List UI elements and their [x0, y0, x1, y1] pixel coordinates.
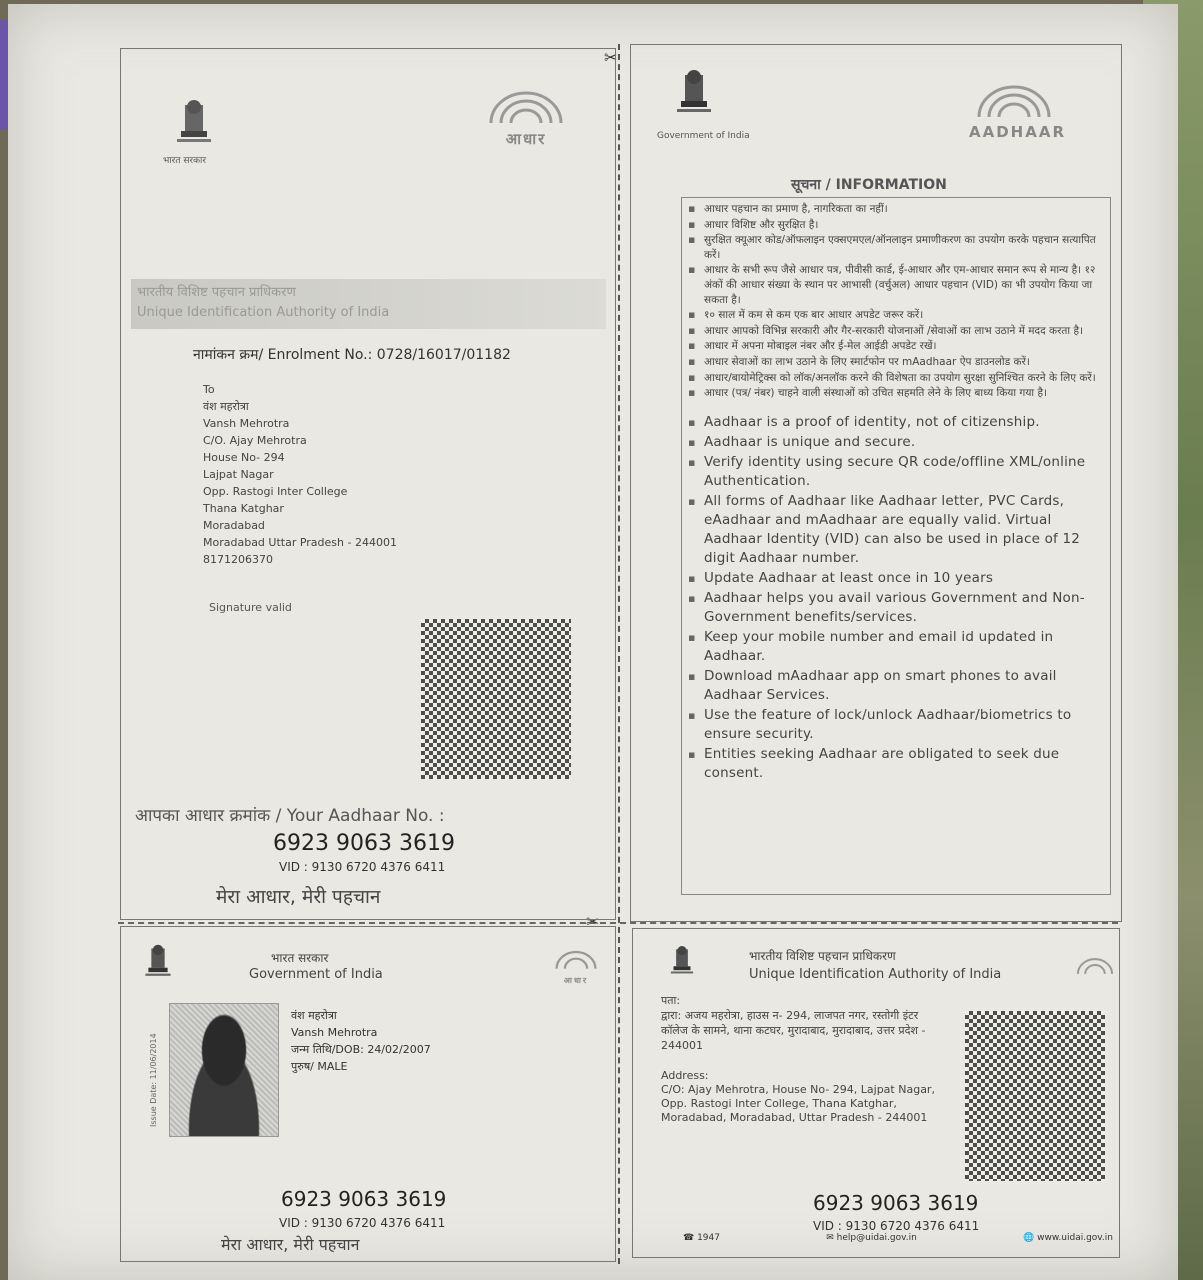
tagline: मेरा आधार, मेरी पहचान — [216, 886, 381, 908]
holder-photo — [169, 1003, 279, 1137]
info-point: ▪ आधार/बायोमेट्रिक्स को लॉक/अनलॉक करने की विशेषता का उपयोग सुरक्षा सुनिश्चित करने के लिए करें। — [688, 371, 1104, 386]
phone-icon: ☎ 1947 — [683, 1233, 720, 1243]
aadhaar-number: 6923 9063 3619 — [813, 1191, 979, 1215]
hindi-info-list — [688, 202, 1104, 401]
gov-english: Government of India — [249, 967, 383, 982]
info-point: ▪ Aadhaar is a proof of identity, not of citizenship. — [688, 413, 1104, 432]
information-panel — [630, 44, 1122, 922]
national-emblem-icon — [671, 69, 717, 123]
footer-email: help@uidai.gov.in — [836, 1233, 917, 1243]
address-english — [661, 1069, 951, 1125]
national-emblem-icon — [667, 943, 697, 983]
info-point: ▪ आधार पहचान का प्रमाण है, नागरिकता का नहीं। — [688, 202, 1104, 217]
vertical-cut-line — [618, 44, 620, 1264]
contact-footer — [683, 1233, 1113, 1243]
info-point: ▪ All forms of Aadhaar like Aadhaar letter, PVC Cards, eAadhaar and mAadhaar are equally valid. Virtual Aadhaar Identity (VID) can also be used in place of 12 digit Aadhaar number. — [688, 492, 1104, 568]
address-line: Thana Katghar — [203, 502, 284, 515]
qr-code — [965, 1011, 1105, 1181]
gov-caption: Government of India — [657, 131, 750, 141]
letter-front-panel — [120, 48, 616, 920]
aadhaar-logo-text: आधार — [563, 975, 589, 985]
info-point: ▪ Aadhaar is unique and secure. — [688, 433, 1104, 452]
address-line: To — [203, 383, 215, 396]
enrolment-number: नामांकन क्रम/ Enrolment No.: 0728/16017/01182 — [193, 347, 511, 363]
web-icon: 🌐 www.uidai.gov.in — [1023, 1233, 1113, 1243]
address-english-text: C/O: Ajay Mehrotra, House No- 294, Lajpat Nagar, Opp. Rastogi Inter College, Thana Katghar, Moradabad, Moradabad, Uttar Pradesh - 244001 — [661, 1083, 935, 1124]
address-line: वंश महरोत्रा — [203, 400, 249, 413]
authority-english: Unique Identification Authority of India — [749, 967, 1002, 982]
info-point: ▪ सुरक्षित क्यूआर कोड/ऑफलाइन एक्सएमएल/ऑनलाइन प्रमाणीकरण का उपयोग करके पहचान सत्यापित करें। — [688, 233, 1104, 262]
vid-number: VID : 9130 6720 4376 6411 — [279, 1216, 446, 1230]
address-line: Opp. Rastogi Inter College — [203, 485, 348, 498]
info-point: ▪ Entities seeking Aadhaar are obligated to seek due consent. — [688, 745, 1104, 783]
national-emblem-icon — [171, 99, 217, 153]
info-point: ▪ Download mAadhaar app on smart phones to avail Aadhaar Services. — [688, 667, 1104, 705]
aadhaar-logo-icon — [551, 949, 601, 985]
scissor-icon: ✂ — [586, 912, 600, 931]
holder-dob: जन्म तिथि/DOB: 24/02/2007 — [291, 1043, 431, 1056]
vid-number: VID : 9130 6720 4376 6411 — [279, 860, 446, 874]
address-hindi-text: द्वारा: अजय महरोत्रा, हाउस न- 294, लाजपत नगर, रस्तोगी इंटर कॉलेज के सामने, थाना कटघर, मुरादाबाद, मुरादाबाद, उत्तर प्रदेश - 244001 — [661, 1009, 926, 1052]
vid-number: VID : 9130 6720 4376 6411 — [813, 1219, 980, 1233]
footer-web: www.uidai.gov.in — [1037, 1233, 1113, 1243]
banner-hindi: भारतीय विशिष्ट पहचान प्राधिकरण — [137, 285, 296, 300]
address-line: Moradabad Uttar Pradesh - 244001 — [203, 536, 397, 549]
qr-code — [421, 619, 571, 779]
holder-name: Vansh Mehrotra — [291, 1026, 378, 1039]
address-line: Vansh Mehrotra — [203, 417, 290, 430]
authority-hindi: भारतीय विशिष्ट पहचान प्राधिकरण — [749, 949, 896, 963]
card-front — [120, 926, 616, 1262]
info-point: ▪ आधार विशिष्ट और सुरक्षित है। — [688, 218, 1104, 233]
info-point: ▪ १० साल में कम से कम एक बार आधार अपडेट जरूर करें। — [688, 308, 1104, 323]
your-aadhaar-label: आपका आधार क्रमांक / Your Aadhaar No. : — [135, 806, 445, 826]
info-point: ▪ आधार (पत्र/ नंबर) चाहने वाली संस्थाओं को उचित सहमति लेने के लिए बाध्य किया गया है। — [688, 386, 1104, 401]
english-info-list — [688, 413, 1104, 783]
info-point: ▪ Update Aadhaar at least once in 10 years — [688, 569, 1104, 588]
address-hindi — [661, 993, 941, 1053]
aadhaar-logo-icon — [1073, 957, 1117, 987]
address-line: Moradabad — [203, 519, 265, 532]
address-line: 8171206370 — [203, 553, 273, 566]
holder-name-hindi: वंश महरोत्रा — [291, 1009, 337, 1022]
national-emblem-icon — [141, 943, 175, 985]
holder-gender: पुरुष/ MALE — [291, 1060, 348, 1073]
aadhaar-logo-text: आधार — [505, 130, 547, 148]
address-label: Address: — [661, 1069, 709, 1082]
info-point: ▪ आधार के सभी रूप जैसे आधार पत्र, पीवीसी कार्ड, ई-आधार और एम-आधार समान रूप से मान्य है। १२ अंकों की आधार संख्या के स्थान पर आभासी (वर्चुअल) आधार पहचान (VID) का भी उपयोग किया जा सकता है। — [688, 263, 1104, 307]
issue-date: Issue Date: 11/06/2014 — [149, 1033, 158, 1127]
info-point: ▪ Verify identity using secure QR code/offline XML/online Authentication. — [688, 453, 1104, 491]
address-hindi-label: पता: — [661, 994, 681, 1007]
uidai-banner — [131, 279, 606, 329]
recipient-address — [203, 381, 397, 568]
info-point: ▪ Keep your mobile number and email id updated in Aadhaar. — [688, 628, 1104, 666]
footer-phone: 1947 — [697, 1233, 720, 1243]
holder-details — [291, 1007, 431, 1075]
aadhaar-number: 6923 9063 3619 — [273, 831, 455, 856]
banner-english: Unique Identification Authority of India — [137, 305, 390, 320]
tagline: मेरा आधार, मेरी पहचान — [221, 1235, 360, 1254]
info-point: ▪ आधार सेवाओं का लाभ उठाने के लिए स्मार्टफोन पर mAadhaar ऐप डाउनलोड करें। — [688, 355, 1104, 370]
scissor-icon: ✂ — [604, 48, 618, 67]
information-title: सूचना / INFORMATION — [791, 177, 947, 193]
info-point: ▪ आधार आपको विभिन्न सरकारी और गैर-सरकारी योजनाओं /सेवाओं का लाभ उठाने में मदद करता है। — [688, 324, 1104, 339]
aadhaar-logo-text: AADHAAR — [969, 123, 1066, 141]
gov-hindi: भारत सरकार — [271, 951, 329, 965]
aadhaar-number: 6923 9063 3619 — [281, 1187, 447, 1211]
email-icon: ✉ help@uidai.gov.in — [826, 1233, 917, 1243]
emblem-caption: भारत सरकार — [163, 156, 207, 166]
info-point: ▪ Use the feature of lock/unlock Aadhaar/biometrics to ensure security. — [688, 706, 1104, 744]
information-box — [681, 197, 1111, 895]
card-back — [632, 928, 1120, 1258]
info-point: ▪ Aadhaar helps you avail various Government and Non- Government benefits/services. — [688, 589, 1104, 627]
info-point: ▪ आधार में अपना मोबाइल नंबर और ई-मेल आईडी अपडेट रखें। — [688, 339, 1104, 354]
aadhaar-logo-icon — [481, 89, 571, 149]
horizontal-cut-line — [118, 922, 1118, 924]
address-line: C/O. Ajay Mehrotra — [203, 434, 307, 447]
address-line: House No- 294 — [203, 451, 285, 464]
address-line: Lajpat Nagar — [203, 468, 274, 481]
aadhaar-letter — [8, 4, 1178, 1280]
aadhaar-logo-icon — [969, 83, 1066, 143]
signature-status: Signature valid — [209, 601, 292, 614]
